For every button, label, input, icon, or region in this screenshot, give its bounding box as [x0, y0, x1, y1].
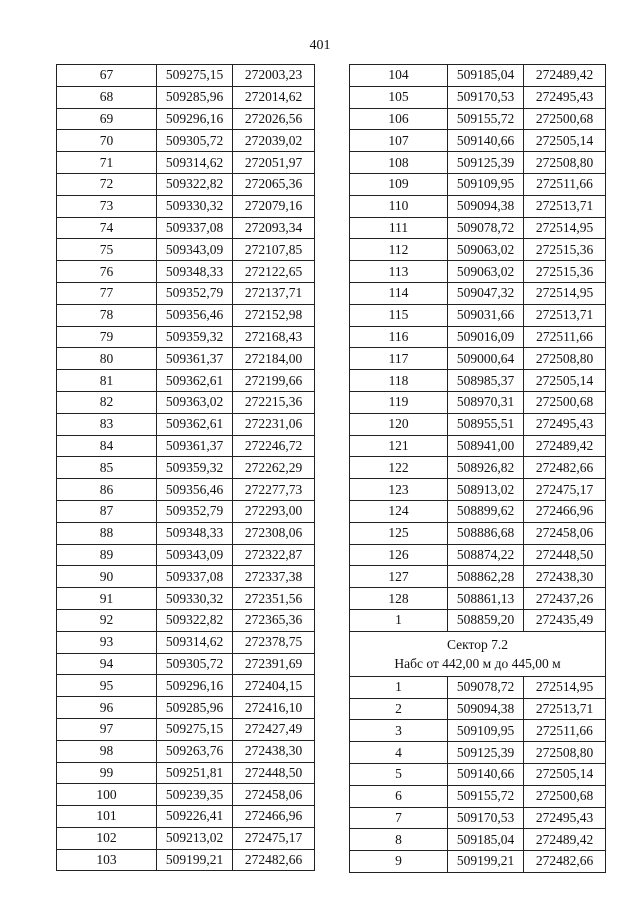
x-coordinate-cell: 509199,21	[157, 849, 233, 871]
x-coordinate-cell: 509362,61	[157, 413, 233, 435]
y-coordinate-cell: 272137,71	[233, 282, 315, 304]
y-coordinate-cell: 272489,42	[524, 829, 606, 851]
sector-header	[350, 631, 606, 676]
x-coordinate-cell: 508926,82	[448, 457, 524, 479]
y-coordinate-cell: 272079,16	[233, 195, 315, 217]
point-number-cell: 85	[57, 457, 157, 479]
coordinates-table-left	[56, 64, 315, 871]
y-coordinate-cell: 272500,68	[524, 391, 606, 413]
point-number-cell: 111	[350, 217, 448, 239]
point-number-cell: 75	[57, 239, 157, 261]
point-number-cell: 120	[350, 413, 448, 435]
point-number-cell: 9	[350, 851, 448, 873]
y-coordinate-cell: 272514,95	[524, 217, 606, 239]
table-row	[350, 326, 606, 348]
point-number-cell: 89	[57, 544, 157, 566]
y-coordinate-cell: 272435,49	[524, 609, 606, 631]
table-row	[350, 304, 606, 326]
point-number-cell: 124	[350, 500, 448, 522]
point-number-cell: 7	[350, 807, 448, 829]
table-row	[350, 173, 606, 195]
y-coordinate-cell: 272489,42	[524, 435, 606, 457]
y-coordinate-cell: 272416,10	[233, 697, 315, 719]
point-number-cell: 70	[57, 130, 157, 152]
point-number-cell: 122	[350, 457, 448, 479]
y-coordinate-cell: 272489,42	[524, 65, 606, 87]
x-coordinate-cell: 509330,32	[157, 195, 233, 217]
x-coordinate-cell: 508985,37	[448, 370, 524, 392]
point-number-cell: 123	[350, 479, 448, 501]
x-coordinate-cell: 509330,32	[157, 588, 233, 610]
x-coordinate-cell: 508970,31	[448, 391, 524, 413]
x-coordinate-cell: 508955,51	[448, 413, 524, 435]
y-coordinate-cell: 272246,72	[233, 435, 315, 457]
table-row	[350, 282, 606, 304]
point-number-cell: 69	[57, 108, 157, 130]
x-coordinate-cell: 509031,66	[448, 304, 524, 326]
point-number-cell: 90	[57, 566, 157, 588]
table-row	[57, 762, 315, 784]
x-coordinate-cell: 509356,46	[157, 304, 233, 326]
table-row	[57, 261, 315, 283]
x-coordinate-cell: 509125,39	[448, 742, 524, 764]
point-number-cell: 104	[350, 65, 448, 87]
point-number-cell: 121	[350, 435, 448, 457]
table-row	[350, 239, 606, 261]
x-coordinate-cell: 509251,81	[157, 762, 233, 784]
x-coordinate-cell: 509063,02	[448, 239, 524, 261]
table-row	[57, 588, 315, 610]
point-number-cell: 78	[57, 304, 157, 326]
x-coordinate-cell: 509016,09	[448, 326, 524, 348]
table-row	[350, 676, 606, 698]
y-coordinate-cell: 272293,00	[233, 500, 315, 522]
point-number-cell: 2	[350, 698, 448, 720]
point-number-cell: 127	[350, 566, 448, 588]
x-coordinate-cell: 509155,72	[448, 108, 524, 130]
point-number-cell: 96	[57, 697, 157, 719]
y-coordinate-cell: 272378,75	[233, 631, 315, 653]
table-row	[350, 65, 606, 87]
table-row	[350, 413, 606, 435]
point-number-cell: 4	[350, 742, 448, 764]
x-coordinate-cell: 509239,35	[157, 784, 233, 806]
table-row	[350, 152, 606, 174]
y-coordinate-cell: 272505,14	[524, 130, 606, 152]
y-coordinate-cell: 272515,36	[524, 261, 606, 283]
table-row	[350, 500, 606, 522]
x-coordinate-cell: 508859,20	[448, 609, 524, 631]
table-row	[350, 544, 606, 566]
x-coordinate-cell: 509063,02	[448, 261, 524, 283]
table-row	[57, 784, 315, 806]
x-coordinate-cell: 509109,95	[448, 720, 524, 742]
x-coordinate-cell: 509356,46	[157, 479, 233, 501]
point-number-cell: 68	[57, 86, 157, 108]
x-coordinate-cell: 509275,15	[157, 65, 233, 87]
point-number-cell: 71	[57, 152, 157, 174]
point-number-cell: 125	[350, 522, 448, 544]
x-coordinate-cell: 509155,72	[448, 785, 524, 807]
x-coordinate-cell: 509322,82	[157, 173, 233, 195]
x-coordinate-cell: 508886,68	[448, 522, 524, 544]
y-coordinate-cell: 272505,14	[524, 370, 606, 392]
table-row	[57, 697, 315, 719]
y-coordinate-cell: 272065,36	[233, 173, 315, 195]
point-number-cell: 77	[57, 282, 157, 304]
table-row	[350, 763, 606, 785]
x-coordinate-cell: 509140,66	[448, 130, 524, 152]
point-number-cell: 108	[350, 152, 448, 174]
x-coordinate-cell: 508899,62	[448, 500, 524, 522]
table-row	[57, 173, 315, 195]
x-coordinate-cell: 508862,28	[448, 566, 524, 588]
x-coordinate-cell: 509213,02	[157, 827, 233, 849]
table-row	[350, 348, 606, 370]
y-coordinate-cell: 272515,36	[524, 239, 606, 261]
y-coordinate-cell: 272039,02	[233, 130, 315, 152]
y-coordinate-cell: 272262,29	[233, 457, 315, 479]
table-row	[57, 566, 315, 588]
table-row	[57, 108, 315, 130]
point-number-cell: 81	[57, 370, 157, 392]
table-row	[350, 742, 606, 764]
table-row	[350, 588, 606, 610]
x-coordinate-cell: 509140,66	[448, 763, 524, 785]
table-row	[350, 522, 606, 544]
table-row	[57, 130, 315, 152]
table-row	[57, 282, 315, 304]
y-coordinate-cell: 272003,23	[233, 65, 315, 87]
point-number-cell: 73	[57, 195, 157, 217]
table-row	[57, 239, 315, 261]
table-row	[350, 86, 606, 108]
point-number-cell: 94	[57, 653, 157, 675]
sector-header-row	[350, 631, 606, 676]
point-number-cell: 91	[57, 588, 157, 610]
point-number-cell: 128	[350, 588, 448, 610]
point-number-cell: 76	[57, 261, 157, 283]
point-number-cell: 103	[57, 849, 157, 871]
point-number-cell: 100	[57, 784, 157, 806]
table-row	[57, 479, 315, 501]
y-coordinate-cell: 272495,43	[524, 86, 606, 108]
y-coordinate-cell: 272448,50	[524, 544, 606, 566]
x-coordinate-cell: 509314,62	[157, 631, 233, 653]
y-coordinate-cell: 272093,34	[233, 217, 315, 239]
y-coordinate-cell: 272514,95	[524, 282, 606, 304]
x-coordinate-cell: 509363,02	[157, 391, 233, 413]
table-row	[350, 457, 606, 479]
y-coordinate-cell: 272391,69	[233, 653, 315, 675]
sector-title: Сектор 7.2	[446, 636, 508, 652]
point-number-cell: 72	[57, 173, 157, 195]
x-coordinate-cell: 509226,41	[157, 806, 233, 828]
x-coordinate-cell: 509305,72	[157, 653, 233, 675]
y-coordinate-cell: 272466,96	[524, 500, 606, 522]
x-coordinate-cell: 509263,76	[157, 740, 233, 762]
y-coordinate-cell: 272014,62	[233, 86, 315, 108]
point-number-cell: 83	[57, 413, 157, 435]
table-row	[57, 849, 315, 871]
table-row	[57, 827, 315, 849]
x-coordinate-cell: 509361,37	[157, 435, 233, 457]
x-coordinate-cell: 509109,95	[448, 173, 524, 195]
y-coordinate-cell: 272231,06	[233, 413, 315, 435]
point-number-cell: 98	[57, 740, 157, 762]
y-coordinate-cell: 272122,65	[233, 261, 315, 283]
y-coordinate-cell: 272365,36	[233, 609, 315, 631]
x-coordinate-cell: 509094,38	[448, 195, 524, 217]
x-coordinate-cell: 509352,79	[157, 500, 233, 522]
table-row	[57, 806, 315, 828]
point-number-cell: 93	[57, 631, 157, 653]
table-row	[57, 152, 315, 174]
point-number-cell: 112	[350, 239, 448, 261]
point-number-cell: 1	[350, 676, 448, 698]
x-coordinate-cell: 509352,79	[157, 282, 233, 304]
point-number-cell: 5	[350, 763, 448, 785]
y-coordinate-cell: 272514,95	[524, 676, 606, 698]
x-coordinate-cell: 509337,08	[157, 566, 233, 588]
y-coordinate-cell: 272448,50	[233, 762, 315, 784]
y-coordinate-cell: 272500,68	[524, 785, 606, 807]
table-row	[57, 391, 315, 413]
table-row	[57, 544, 315, 566]
point-number-cell: 74	[57, 217, 157, 239]
point-number-cell: 99	[57, 762, 157, 784]
table-row	[350, 785, 606, 807]
point-number-cell: 101	[57, 806, 157, 828]
y-coordinate-cell: 272500,68	[524, 108, 606, 130]
x-coordinate-cell: 509185,04	[448, 829, 524, 851]
sector-subtitle: Набс от 442,00 м до 445,00 м	[394, 655, 561, 671]
point-number-cell: 79	[57, 326, 157, 348]
table-row	[350, 720, 606, 742]
table-row	[57, 609, 315, 631]
table-row	[57, 740, 315, 762]
table-row	[350, 807, 606, 829]
y-coordinate-cell: 272308,06	[233, 522, 315, 544]
table-row	[57, 718, 315, 740]
y-coordinate-cell: 272351,56	[233, 588, 315, 610]
y-coordinate-cell: 272482,66	[524, 851, 606, 873]
x-coordinate-cell: 509285,96	[157, 86, 233, 108]
point-number-cell: 87	[57, 500, 157, 522]
table-row	[57, 326, 315, 348]
y-coordinate-cell: 272508,80	[524, 348, 606, 370]
y-coordinate-cell: 272508,80	[524, 152, 606, 174]
table-row	[57, 457, 315, 479]
x-coordinate-cell: 509337,08	[157, 217, 233, 239]
point-number-cell: 102	[57, 827, 157, 849]
coordinates-table-right	[349, 64, 606, 873]
table-row	[57, 435, 315, 457]
y-coordinate-cell: 272466,96	[233, 806, 315, 828]
table-row	[350, 435, 606, 457]
y-coordinate-cell: 272458,06	[233, 784, 315, 806]
x-coordinate-cell: 509199,21	[448, 851, 524, 873]
table-row	[350, 851, 606, 873]
y-coordinate-cell: 272475,17	[233, 827, 315, 849]
table-row	[350, 479, 606, 501]
point-number-cell: 119	[350, 391, 448, 413]
point-number-cell: 6	[350, 785, 448, 807]
table-row	[57, 65, 315, 87]
point-number-cell: 114	[350, 282, 448, 304]
x-coordinate-cell: 509078,72	[448, 217, 524, 239]
x-coordinate-cell: 509000,64	[448, 348, 524, 370]
point-number-cell: 117	[350, 348, 448, 370]
x-coordinate-cell: 509362,61	[157, 370, 233, 392]
table-row	[350, 829, 606, 851]
y-coordinate-cell: 272107,85	[233, 239, 315, 261]
point-number-cell: 97	[57, 718, 157, 740]
point-number-cell: 109	[350, 173, 448, 195]
table-row	[57, 370, 315, 392]
table-row	[350, 391, 606, 413]
y-coordinate-cell: 272427,49	[233, 718, 315, 740]
y-coordinate-cell: 272168,43	[233, 326, 315, 348]
table-row	[350, 217, 606, 239]
table-row	[350, 195, 606, 217]
x-coordinate-cell: 509343,09	[157, 544, 233, 566]
table-row	[57, 195, 315, 217]
y-coordinate-cell: 272475,17	[524, 479, 606, 501]
x-coordinate-cell: 509078,72	[448, 676, 524, 698]
y-coordinate-cell: 272437,26	[524, 588, 606, 610]
x-coordinate-cell: 509296,16	[157, 108, 233, 130]
y-coordinate-cell: 272215,36	[233, 391, 315, 413]
point-number-cell: 80	[57, 348, 157, 370]
point-number-cell: 107	[350, 130, 448, 152]
y-coordinate-cell: 272458,06	[524, 522, 606, 544]
y-coordinate-cell: 272505,14	[524, 763, 606, 785]
x-coordinate-cell: 509170,53	[448, 807, 524, 829]
point-number-cell: 67	[57, 65, 157, 87]
x-coordinate-cell: 509170,53	[448, 86, 524, 108]
y-coordinate-cell: 272482,66	[524, 457, 606, 479]
x-coordinate-cell: 509094,38	[448, 698, 524, 720]
table-row	[57, 653, 315, 675]
table-row	[350, 609, 606, 631]
x-coordinate-cell: 509185,04	[448, 65, 524, 87]
point-number-cell: 118	[350, 370, 448, 392]
point-number-cell: 92	[57, 609, 157, 631]
point-number-cell: 3	[350, 720, 448, 742]
x-coordinate-cell: 509359,32	[157, 326, 233, 348]
x-coordinate-cell: 509322,82	[157, 609, 233, 631]
table-row	[57, 413, 315, 435]
y-coordinate-cell: 272277,73	[233, 479, 315, 501]
point-number-cell: 105	[350, 86, 448, 108]
table-row	[57, 304, 315, 326]
x-coordinate-cell: 509314,62	[157, 152, 233, 174]
y-coordinate-cell: 272184,00	[233, 348, 315, 370]
point-number-cell: 84	[57, 435, 157, 457]
table-row	[57, 522, 315, 544]
x-coordinate-cell: 508941,00	[448, 435, 524, 457]
y-coordinate-cell: 272495,43	[524, 413, 606, 435]
x-coordinate-cell: 508913,02	[448, 479, 524, 501]
point-number-cell: 113	[350, 261, 448, 283]
y-coordinate-cell: 272199,66	[233, 370, 315, 392]
point-number-cell: 1	[350, 609, 448, 631]
y-coordinate-cell: 272051,97	[233, 152, 315, 174]
table-row	[350, 370, 606, 392]
x-coordinate-cell: 509125,39	[448, 152, 524, 174]
x-coordinate-cell: 509348,33	[157, 261, 233, 283]
x-coordinate-cell: 509047,32	[448, 282, 524, 304]
table-row	[350, 108, 606, 130]
y-coordinate-cell: 272513,71	[524, 195, 606, 217]
y-coordinate-cell: 272495,43	[524, 807, 606, 829]
y-coordinate-cell: 272511,66	[524, 173, 606, 195]
y-coordinate-cell: 272026,56	[233, 108, 315, 130]
table-row	[350, 698, 606, 720]
table-row	[350, 130, 606, 152]
table-row	[57, 86, 315, 108]
x-coordinate-cell: 508861,13	[448, 588, 524, 610]
x-coordinate-cell: 509348,33	[157, 522, 233, 544]
point-number-cell: 106	[350, 108, 448, 130]
y-coordinate-cell: 272511,66	[524, 326, 606, 348]
point-number-cell: 82	[57, 391, 157, 413]
point-number-cell: 8	[350, 829, 448, 851]
x-coordinate-cell: 508874,22	[448, 544, 524, 566]
table-row	[57, 217, 315, 239]
point-number-cell: 86	[57, 479, 157, 501]
point-number-cell: 126	[350, 544, 448, 566]
table-row	[57, 675, 315, 697]
x-coordinate-cell: 509296,16	[157, 675, 233, 697]
table-row	[57, 631, 315, 653]
y-coordinate-cell: 272152,98	[233, 304, 315, 326]
y-coordinate-cell: 272438,30	[233, 740, 315, 762]
table-row	[350, 566, 606, 588]
x-coordinate-cell: 509285,96	[157, 697, 233, 719]
point-number-cell: 115	[350, 304, 448, 326]
point-number-cell: 95	[57, 675, 157, 697]
table-row	[350, 261, 606, 283]
x-coordinate-cell: 509359,32	[157, 457, 233, 479]
x-coordinate-cell: 509343,09	[157, 239, 233, 261]
y-coordinate-cell: 272438,30	[524, 566, 606, 588]
point-number-cell: 88	[57, 522, 157, 544]
table-row	[57, 348, 315, 370]
page-number: 401	[309, 38, 331, 53]
point-number-cell: 110	[350, 195, 448, 217]
y-coordinate-cell: 272513,71	[524, 698, 606, 720]
y-coordinate-cell: 272508,80	[524, 742, 606, 764]
point-number-cell: 116	[350, 326, 448, 348]
y-coordinate-cell: 272482,66	[233, 849, 315, 871]
y-coordinate-cell: 272511,66	[524, 720, 606, 742]
y-coordinate-cell: 272337,38	[233, 566, 315, 588]
x-coordinate-cell: 509305,72	[157, 130, 233, 152]
x-coordinate-cell: 509275,15	[157, 718, 233, 740]
y-coordinate-cell: 272513,71	[524, 304, 606, 326]
y-coordinate-cell: 272322,87	[233, 544, 315, 566]
table-row	[57, 500, 315, 522]
y-coordinate-cell: 272404,15	[233, 675, 315, 697]
x-coordinate-cell: 509361,37	[157, 348, 233, 370]
